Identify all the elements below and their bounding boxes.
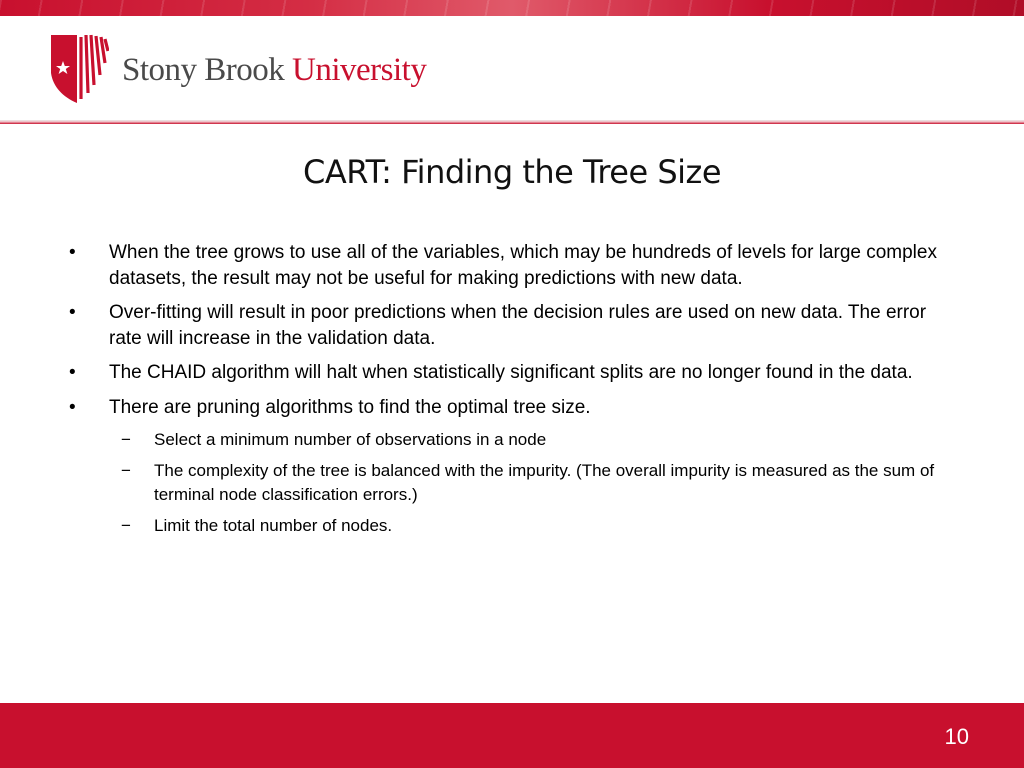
slide-footer	[0, 703, 1024, 768]
sub-bullet-text: Select a minimum number of observations in a node	[154, 430, 547, 449]
bullet-item	[66, 360, 946, 386]
bullet-text: When the tree grows to use all of the variables, which may be hundreds of levels for large complex datasets, the result may not be useful for making predictions with new data.	[109, 242, 937, 289]
top-accent-stripe	[0, 0, 1024, 16]
sub-bullet-item	[66, 514, 946, 538]
bullet-text: The CHAID algorithm will halt when statistically significant splits are no longer found in the data.	[109, 362, 913, 383]
wordmark-stony-brook: Stony Brook	[122, 52, 293, 88]
slide-body	[66, 240, 946, 546]
bullet-marker: •	[69, 242, 76, 263]
university-wordmark	[122, 50, 426, 90]
page-number: 10	[944, 724, 969, 749]
bullet-marker: •	[69, 362, 76, 383]
stripe-texture	[0, 0, 1024, 16]
bullet-item	[66, 395, 946, 421]
wordmark-university: University	[292, 52, 427, 88]
bullet-marker: •	[69, 302, 76, 323]
sub-bullet-text: The complexity of the tree is balanced with the impurity. (The overall impurity is measured as the sum of terminal node classification errors.)	[154, 461, 935, 504]
bullet-item	[66, 300, 946, 351]
bullet-text: Over-fitting will result in poor predictions when the decision rules are used on new data. The error rate will increase in the validation data.	[109, 302, 927, 349]
sub-bullet-marker: −	[121, 461, 131, 480]
slide-title: CART: Finding the Tree Size	[302, 153, 722, 191]
sub-bullet-marker: −	[121, 430, 131, 449]
bullet-marker: •	[69, 396, 76, 418]
bullet-item	[66, 240, 946, 291]
sub-bullet-item	[66, 428, 946, 452]
sub-bullet-item	[66, 459, 946, 507]
sub-bullet-text: Limit the total number of nodes.	[154, 516, 393, 535]
bullet-text: There are pruning algorithms to find the optimal tree size.	[109, 396, 591, 418]
sub-bullet-marker: −	[121, 516, 131, 535]
university-shield-logo	[51, 33, 109, 103]
slide-header	[0, 16, 1024, 120]
header-divider	[0, 120, 1024, 124]
